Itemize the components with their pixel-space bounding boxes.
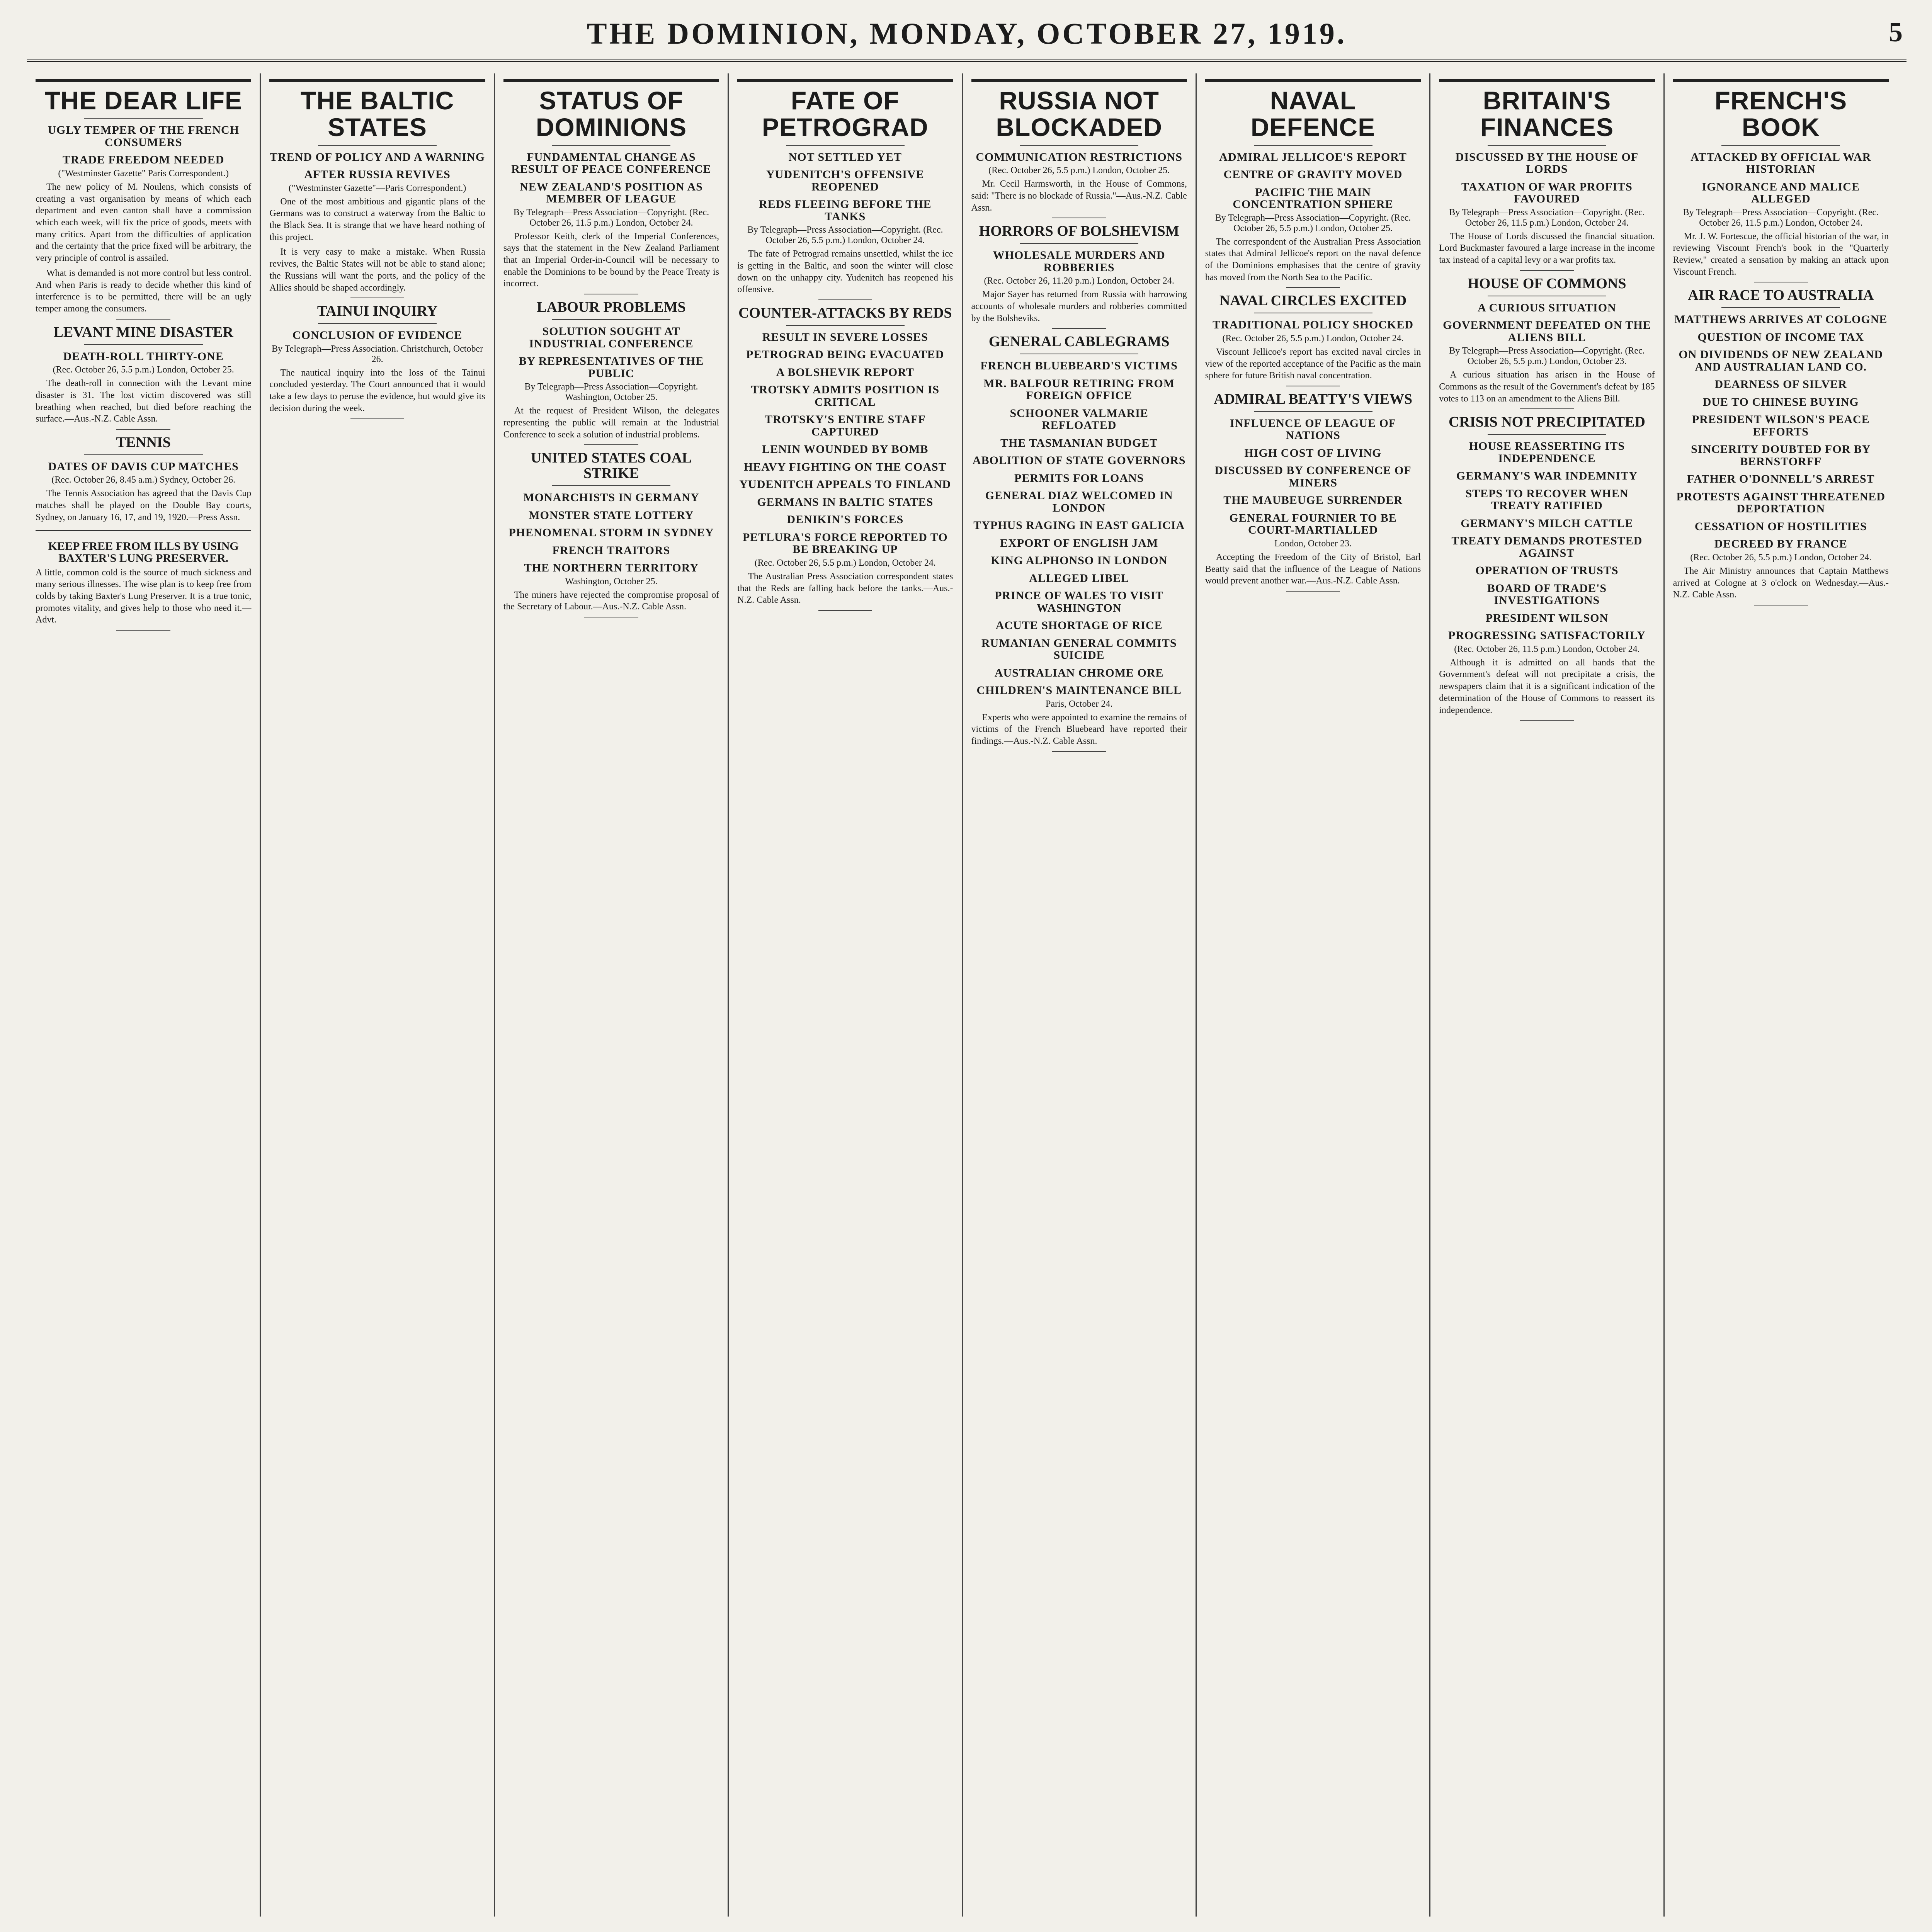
subheadline: RUMANIAN GENERAL COMMITS SUICIDE [981,636,1177,662]
subheadline: MONSTER STATE LOTTERY [529,509,694,522]
article-paragraph: Viscount Jellicoe's report has excited naval circles in view of the reported acceptance of the Pacific as the main sphere for future British naval concentration. [1205,347,1421,381]
dateline: By Telegraph—Press Association—Copyright. (Rec. October 26, 11.5 p.m.) London, October 24. [1683,207,1879,228]
masthead [27,13,1906,62]
dateline: (Rec. October 26, 5.5 p.m.) London, October 24. [754,558,936,568]
headline: COUNTER-ATTACKS BY REDS [738,304,952,321]
subheadline: UGLY TEMPER OF THE FRENCH CONSUMERS [48,124,239,149]
subheadline: HIGH COST OF LIVING [1244,446,1382,459]
subheadline: PRINCE OF WALES TO VISIT WASHINGTON [994,589,1164,614]
article [503,300,719,445]
subheadline: PERMITS FOR LOANS [1014,471,1144,485]
headline: GENERAL CABLEGRAMS [988,333,1170,350]
article-separator [1052,328,1106,329]
article [1673,79,1889,282]
dateline: (Rec. October 26, 5.5 p.m.) London, October 25. [53,365,234,375]
divider [84,344,203,345]
headline: FRENCH'S BOOK [1673,79,1889,141]
headline: LEVANT MINE DISASTER [53,324,233,340]
article-paragraph: The Air Ministry announces that Captain Matthews arrived at Cologne at 3 o'clock on Wednesday.—Aus.-N.Z. Cable Assn. [1673,566,1889,600]
dateline: By Telegraph—Press Association—Copyright. (Rec. October 26, 5.5 p.m.) London, October 25. [1215,213,1411,233]
headline: TENNIS [116,434,171,451]
article-separator [1286,591,1340,592]
subheadline: SINCERITY DOUBTED FOR BY BERNSTORFF [1691,443,1871,468]
article-paragraph: The correspondent of the Australian Press Association states that Admiral Jellicoe's report on the naval defence of the Dominions emphasises that the centre of gravity has moved from the North Sea to the Pacific. [1205,236,1421,282]
headline: AIR RACE TO AUSTRALIA [1688,287,1874,304]
subheadline: MONARCHISTS IN GERMANY [523,491,699,504]
dateline: By Telegraph—Press Association. Christchurch, October 26. [272,344,483,364]
subheadline: PRESIDENT WILSON'S PEACE EFFORTS [1692,413,1870,438]
subheadline: WHOLESALE MURDERS AND ROBBERIES [993,249,1165,274]
subheadline: NOT SETTLED YET [788,150,902,163]
article-separator [350,418,405,419]
subheadline: PETROGRAD BEING EVACUATED [746,348,944,361]
article-paragraph: One of the most ambitious and gigantic plans of the Germans was to construct a waterway from the Baltic to the Black Sea. It is strange that we have heard nothing of this project. [269,196,485,242]
subheadline: BOARD OF TRADE'S INVESTIGATIONS [1487,582,1607,607]
subheadline: STEPS TO RECOVER WHEN TREATY RATIFIED [1465,487,1629,512]
dateline: ("Westminster Gazette"—Paris Correspondent.) [288,183,466,193]
subheadline: GERMANY'S MILCH CATTLE [1461,517,1633,530]
subheadline: ATTACKED BY OFFICIAL WAR HISTORIAN [1690,150,1871,176]
article [36,435,251,631]
headline: NAVAL DEFENCE [1205,79,1421,141]
subheadline: FATHER O'DONNELL'S ARREST [1687,473,1875,486]
news-column [495,73,729,1917]
subheadline: BY REPRESENTATIVES OF THE PUBLIC [519,355,704,380]
subheadline: OPERATION OF TRUSTS [1475,564,1619,577]
divider [1488,145,1606,146]
subheadline: TYPHUS RAGING IN EAST GALICIA [973,519,1185,532]
divider [552,485,670,486]
article-paragraph: Mr. J. W. Fortescue, the official historian of the war, in reviewing Viscount French's book in the "Quarterly Review," created a sensation by making an attack upon Viscount French. [1673,231,1889,277]
article-paragraph: What is demanded is not more control but less control. And when Paris is ready to decide whether this kind of interference is to be permitted, there will be an ugly temper among the consumers. [36,268,252,314]
article-separator [1520,720,1574,721]
article-separator [584,444,638,445]
news-column [963,73,1197,1917]
article-paragraph: The Australian Press Association correspondent states that the Reds are falling back before the tanks.—Aus.-N.Z. Cable Assn. [737,571,953,605]
advertisement-headline: KEEP FREE FROM ILLS BY USING BAXTER'S LUNG PRESERVER. [48,539,239,565]
subheadline: TAXATION OF WAR PROFITS FAVOURED [1461,180,1633,206]
article-separator [818,610,872,611]
divider [1254,145,1372,146]
article-paragraph: The nautical inquiry into the loss of the Tainui concluded yesterday. The Court announced that it would take a few days to peruse the evidence, but would give its decision during the week. [269,367,485,413]
subheadline: FUNDAMENTAL CHANGE AS RESULT OF PEACE CONFERENCE [511,150,711,176]
article [1673,288,1889,605]
divider [1721,307,1840,308]
dateline: Washington, October 25. [565,576,658,587]
article-separator [116,319,170,320]
article-paragraph: Mr. Cecil Harmsworth, in the House of Commons, said: "There is no blockade of Russia."—Aus.-N.Z. Cable Assn. [971,179,1187,213]
subheadline: NEW ZEALAND'S POSITION AS MEMBER OF LEAGUE [520,180,703,206]
news-columns [27,73,1897,1917]
subheadline: GERMANS IN BALTIC STATES [757,495,934,509]
subheadline: THE TASMANIAN BUDGET [1000,436,1158,449]
divider [786,145,905,146]
subheadline: DEARNESS OF SILVER [1714,378,1847,391]
headline: BRITAIN'S FINANCES [1439,79,1655,141]
subheadline: SCHOONER VALMARIE REFLOATED [1010,406,1148,432]
headline: UNITED STATES COAL STRIKE [531,450,692,482]
dateline: (Rec. October 26, 11.20 p.m.) London, October 24. [984,276,1174,286]
subheadline: TROTSKY ADMITS POSITION IS CRITICAL [751,383,940,408]
subheadline: DISCUSSED BY THE HOUSE OF LORDS [1455,150,1639,176]
dateline: Paris, October 24. [1046,699,1113,709]
subheadline: TROTSKY'S ENTIRE STAFF CAPTURED [765,413,926,438]
article [737,306,953,611]
subheadline: FRENCH BLUEBEARD'S VICTIMS [980,359,1178,372]
article [269,79,485,298]
subheadline: MR. BALFOUR RETIRING FROM FOREIGN OFFICE [983,377,1175,402]
divider [1020,243,1138,244]
subheadline: TRADE FREEDOM NEEDED [63,153,224,167]
article [971,79,1187,218]
article [503,451,719,617]
subheadline: CESSATION OF HOSTILITIES [1694,520,1867,533]
subheadline: DATES OF DAVIS CUP MATCHES [48,460,239,473]
headline: THE DEAR LIFE [36,79,251,114]
subheadline: ACUTE SHORTAGE OF RICE [995,619,1163,632]
advertisement [36,530,251,626]
subheadline: DENIKIN'S FORCES [787,513,904,526]
subheadline: AUSTRALIAN CHROME ORE [994,666,1164,679]
subheadline: THE NORTHERN TERRITORY [524,561,699,575]
headline: ADMIRAL BEATTY'S VIEWS [1214,391,1412,408]
article-paragraph: The miners have rejected the compromise proposal of the Secretary of Labour.—Aus.-N.Z. Cable Assn. [503,590,719,612]
subheadline: YUDENITCH APPEALS TO FINLAND [739,478,951,491]
article-paragraph: Experts who were appointed to examine the remains of victims of the French Bluebeard have reported their findings.—Aus.-N.Z. Cable Assn. [971,712,1187,747]
subheadline: A CURIOUS SITUATION [1478,301,1616,314]
article [269,304,485,419]
subheadline: CONCLUSION OF EVIDENCE [292,329,463,342]
article [36,79,251,320]
subheadline: REDS FLEEING BEFORE THE TANKS [759,198,932,223]
divider [1020,145,1138,146]
article-paragraph: Professor Keith, clerk of the Imperial Conferences, says that the statement in the New Zealand Parliament that an Imperial Order-in-Council will be necessary to enable the Dominions to be bound by the Peace Treaty is incorrect. [503,231,719,289]
article-separator [1520,270,1574,271]
news-column [1430,73,1664,1917]
masthead-title: THE DOMINION, MONDAY, OCTOBER 27, 1919. [587,17,1347,50]
headline: LABOUR PROBLEMS [537,299,686,316]
subheadline: TREATY DEMANDS PROTESTED AGAINST [1451,534,1643,560]
subheadline: RESULT IN SEVERE LOSSES [762,330,928,344]
subheadline: MATTHEWS ARRIVES AT COLOGNE [1674,313,1888,326]
subheadline: CENTRE OF GRAVITY MOVED [1223,168,1403,181]
article-paragraph: The fate of Petrograd remains unsettled, whilst the ice is getting in the Baltic, and soon the winter will close down on the unhappy city. Yudenitch has reopened his offensive. [737,249,953,295]
headline: HORRORS OF BOLSHEVISM [979,223,1179,240]
subheadline: AFTER RUSSIA REVIVES [304,168,451,181]
subheadline: EXPORT OF ENGLISH JAM [1000,536,1158,549]
news-column [27,73,261,1917]
news-column [729,73,963,1917]
article-separator [818,299,872,300]
article-paragraph: At the request of President Wilson, the delegates representing the public will remain at the Industrial Conference to seek a solution of industrial problems. [503,406,719,440]
article [971,334,1187,752]
subheadline: TRADITIONAL POLICY SHOCKED [1213,318,1414,332]
subheadline: PROTESTS AGAINST THREATENED DEPORTATION [1676,490,1886,515]
article-paragraph: Accepting the Freedom of the City of Bristol, Earl Beatty said that the influence of the League of Nations would prevent another war.—Aus.-N.Z. Cable Assn. [1205,552,1421,586]
subheadline: GOVERNMENT DEFEATED ON THE ALIENS BILL [1443,319,1651,344]
subheadline: ABOLITION OF STATE GOVERNORS [972,454,1186,467]
subheadline: QUESTION OF INCOME TAX [1697,330,1864,344]
article-separator [1520,408,1574,409]
article [1439,415,1655,721]
dateline: By Telegraph—Press Association—Copyright. (Rec. October 26, 11.5 p.m.) London, October 24. [1449,207,1645,228]
subheadline: HEAVY FIGHTING ON THE COAST [743,460,947,473]
article-separator [1286,287,1340,288]
subheadline: IGNORANCE AND MALICE ALLEGED [1702,180,1860,206]
subheadline: ALLEGED LIBEL [1029,571,1129,585]
dateline: By Telegraph—Press Association—Copyright. (Rec. October 26, 5.5 p.m.) London, October 23. [1449,346,1645,367]
subheadline: LENIN WOUNDED BY BOMB [762,443,929,456]
dateline: ("Westminster Gazette" Paris Correspondent.) [58,168,229,179]
subheadline: SOLUTION SOUGHT AT INDUSTRIAL CONFERENCE [529,325,694,350]
subheadline: PACIFIC THE MAIN CONCENTRATION SPHERE [1233,185,1393,211]
subheadline: A BOLSHEVIK REPORT [776,366,914,379]
subheadline: CHILDREN'S MAINTENANCE BILL [976,684,1182,697]
subheadline: ADMIRAL JELLICOE'S REPORT [1219,150,1407,163]
article-separator [1052,751,1106,752]
advertisement-text: A little, common cold is the source of much sickness and many serious illnesses. The wise plan is to keep free from colds by taking Baxter's Lung Preserver. It is a true tonic, promotes vitality, and gives help to those who need it.—Advt. [36,567,252,625]
page-number: 5 [1889,17,1903,48]
article [1205,79,1421,288]
dateline: (Rec. October 26, 5.5 p.m.) London, October 24. [1690,552,1872,563]
article-paragraph: It is very easy to make a mistake. When Russia revives, the Baltic States will not be able to stand alone; the Russians will want the ports, and the policy of the Allies should be shaped accordingly. [269,247,485,293]
divider [1254,411,1372,412]
headline: NAVAL CIRCLES EXCITED [1219,293,1407,309]
divider [552,319,670,320]
subheadline: GENERAL DIAZ WELCOMED IN LONDON [985,489,1173,514]
headline: STATUS OF DOMINIONS [503,79,719,141]
headline: CRISIS NOT PRECIPITATED [1448,414,1645,430]
divider [318,145,437,146]
headline: THE BALTIC STATES [269,79,485,141]
subheadline: PROGRESSING SATISFACTORILY [1448,629,1646,642]
subheadline: DEATH-ROLL THIRTY-ONE [63,350,224,363]
article-separator [116,429,170,430]
divider [318,323,437,324]
news-column [1197,73,1430,1917]
subheadline: INFLUENCE OF LEAGUE OF NATIONS [1230,417,1396,442]
news-column [1665,73,1897,1917]
article-separator [116,630,170,631]
article [1205,392,1421,592]
subheadline: GENERAL FOURNIER TO BE COURT-MARTIALLED [1229,511,1397,537]
headline: TAINUI INQUIRY [317,303,438,320]
divider [84,118,203,119]
subheadline: KING ALPHONSO IN LONDON [991,554,1168,567]
article-paragraph: The death-roll in connection with the Levant mine disaster is 31. The lost victim discovered was still breathing when reached, but died before reaching the surface.—Aus.-N.Z. Cable Assn. [36,378,252,424]
article-paragraph: A curious situation has arisen in the House of Commons as the result of the Government's defeat by 185 votes to 113 on an amendment to the Aliens Bill. [1439,370,1655,404]
article-paragraph: The House of Lords discussed the financial situation. Lord Buckmaster favoured a large increase in the income tax instead of a capital levy or a war profits tax. [1439,231,1655,265]
dateline: (Rec. October 26, 5.5 p.m.) London, October 25. [988,165,1170,176]
subheadline: ON DIVIDENDS OF NEW ZEALAND AND AUSTRALIAN LAND CO. [1679,348,1883,373]
article-paragraph: Although it is admitted on all hands that the Government's defeat will not precipitate a crisis, the newspapers claim that it is a significant indication of the determination of the House of Commons to reassert its independence. [1439,657,1655,715]
headline: RUSSIA NOT BLOCKADED [971,79,1187,141]
subheadline: PRESIDENT WILSON [1485,611,1609,624]
article [971,224,1187,329]
subheadline: TREND OF POLICY AND A WARNING [270,150,485,163]
dateline: (Rec. October 26, 5.5 p.m.) London, October 24. [1222,333,1404,344]
subheadline: DISCUSSED BY CONFERENCE OF MINERS [1214,464,1412,489]
dateline: (Rec. October 26, 8.45 a.m.) Sydney, October 26. [51,475,236,485]
divider [1488,434,1606,435]
article-paragraph: Major Sayer has returned from Russia with harrowing accounts of wholesale murders and robberies committed by the Bolsheviks. [971,289,1187,323]
subheadline: GERMANY'S WAR INDEMNITY [1456,469,1638,483]
article-paragraph: The new policy of M. Noulens, which consists of creating a vast organisation by means of which each department and even canton shall have a commission which each week, will fix the price of goods, meets with many critics. Apart from the difficulties of application and the certainty that the price fixed will be arbitrary, the very principle of control is assailed. [36,182,252,264]
dateline: By Telegraph—Press Association—Copyright. (Rec. October 26, 11.5 p.m.) London, October 24. [513,207,709,228]
article-paragraph: The Tennis Association has agreed that the Davis Cup matches shall be played on the Double Bay courts, Sydney, on January 16, 17, and 19, 1920.—Press Assn. [36,488,252,522]
divider [84,454,203,455]
divider [786,325,905,326]
subheadline: DECREED BY FRANCE [1714,537,1847,551]
divider [1721,145,1840,146]
subheadline: THE MAUBEUGE SURRENDER [1223,494,1403,507]
dateline: London, October 23. [1274,538,1352,549]
subheadline: HOUSE REASSERTING ITS INDEPENDENCE [1469,440,1625,465]
subheadline: FRENCH TRAITORS [552,544,670,557]
subheadline: PHENOMENAL STORM IN SYDNEY [509,526,714,539]
subheadline: COMMUNICATION RESTRICTIONS [976,150,1183,163]
article [1439,79,1655,271]
dateline: By Telegraph—Press Association—Copyright. (Rec. October 26, 5.5 p.m.) London, October 24. [747,225,943,246]
news-column [261,73,495,1917]
headline: FATE OF PETROGRAD [737,79,953,141]
article [1205,293,1421,386]
subheadline: YUDENITCH'S OFFENSIVE REOPENED [766,168,924,193]
subheadline: DUE TO CHINESE BUYING [1702,395,1859,408]
divider [552,145,670,146]
headline: HOUSE OF COMMONS [1468,275,1626,292]
article [1439,276,1655,410]
article [503,79,719,294]
dateline: (Rec. October 26, 11.5 p.m.) London, October 24. [1454,644,1640,654]
article [36,325,251,430]
dateline: By Telegraph—Press Association—Copyright. Washington, October 25. [524,382,698,403]
subheadline: PETLURA'S FORCE REPORTED TO BE BREAKING UP [742,531,948,556]
article [737,79,953,300]
